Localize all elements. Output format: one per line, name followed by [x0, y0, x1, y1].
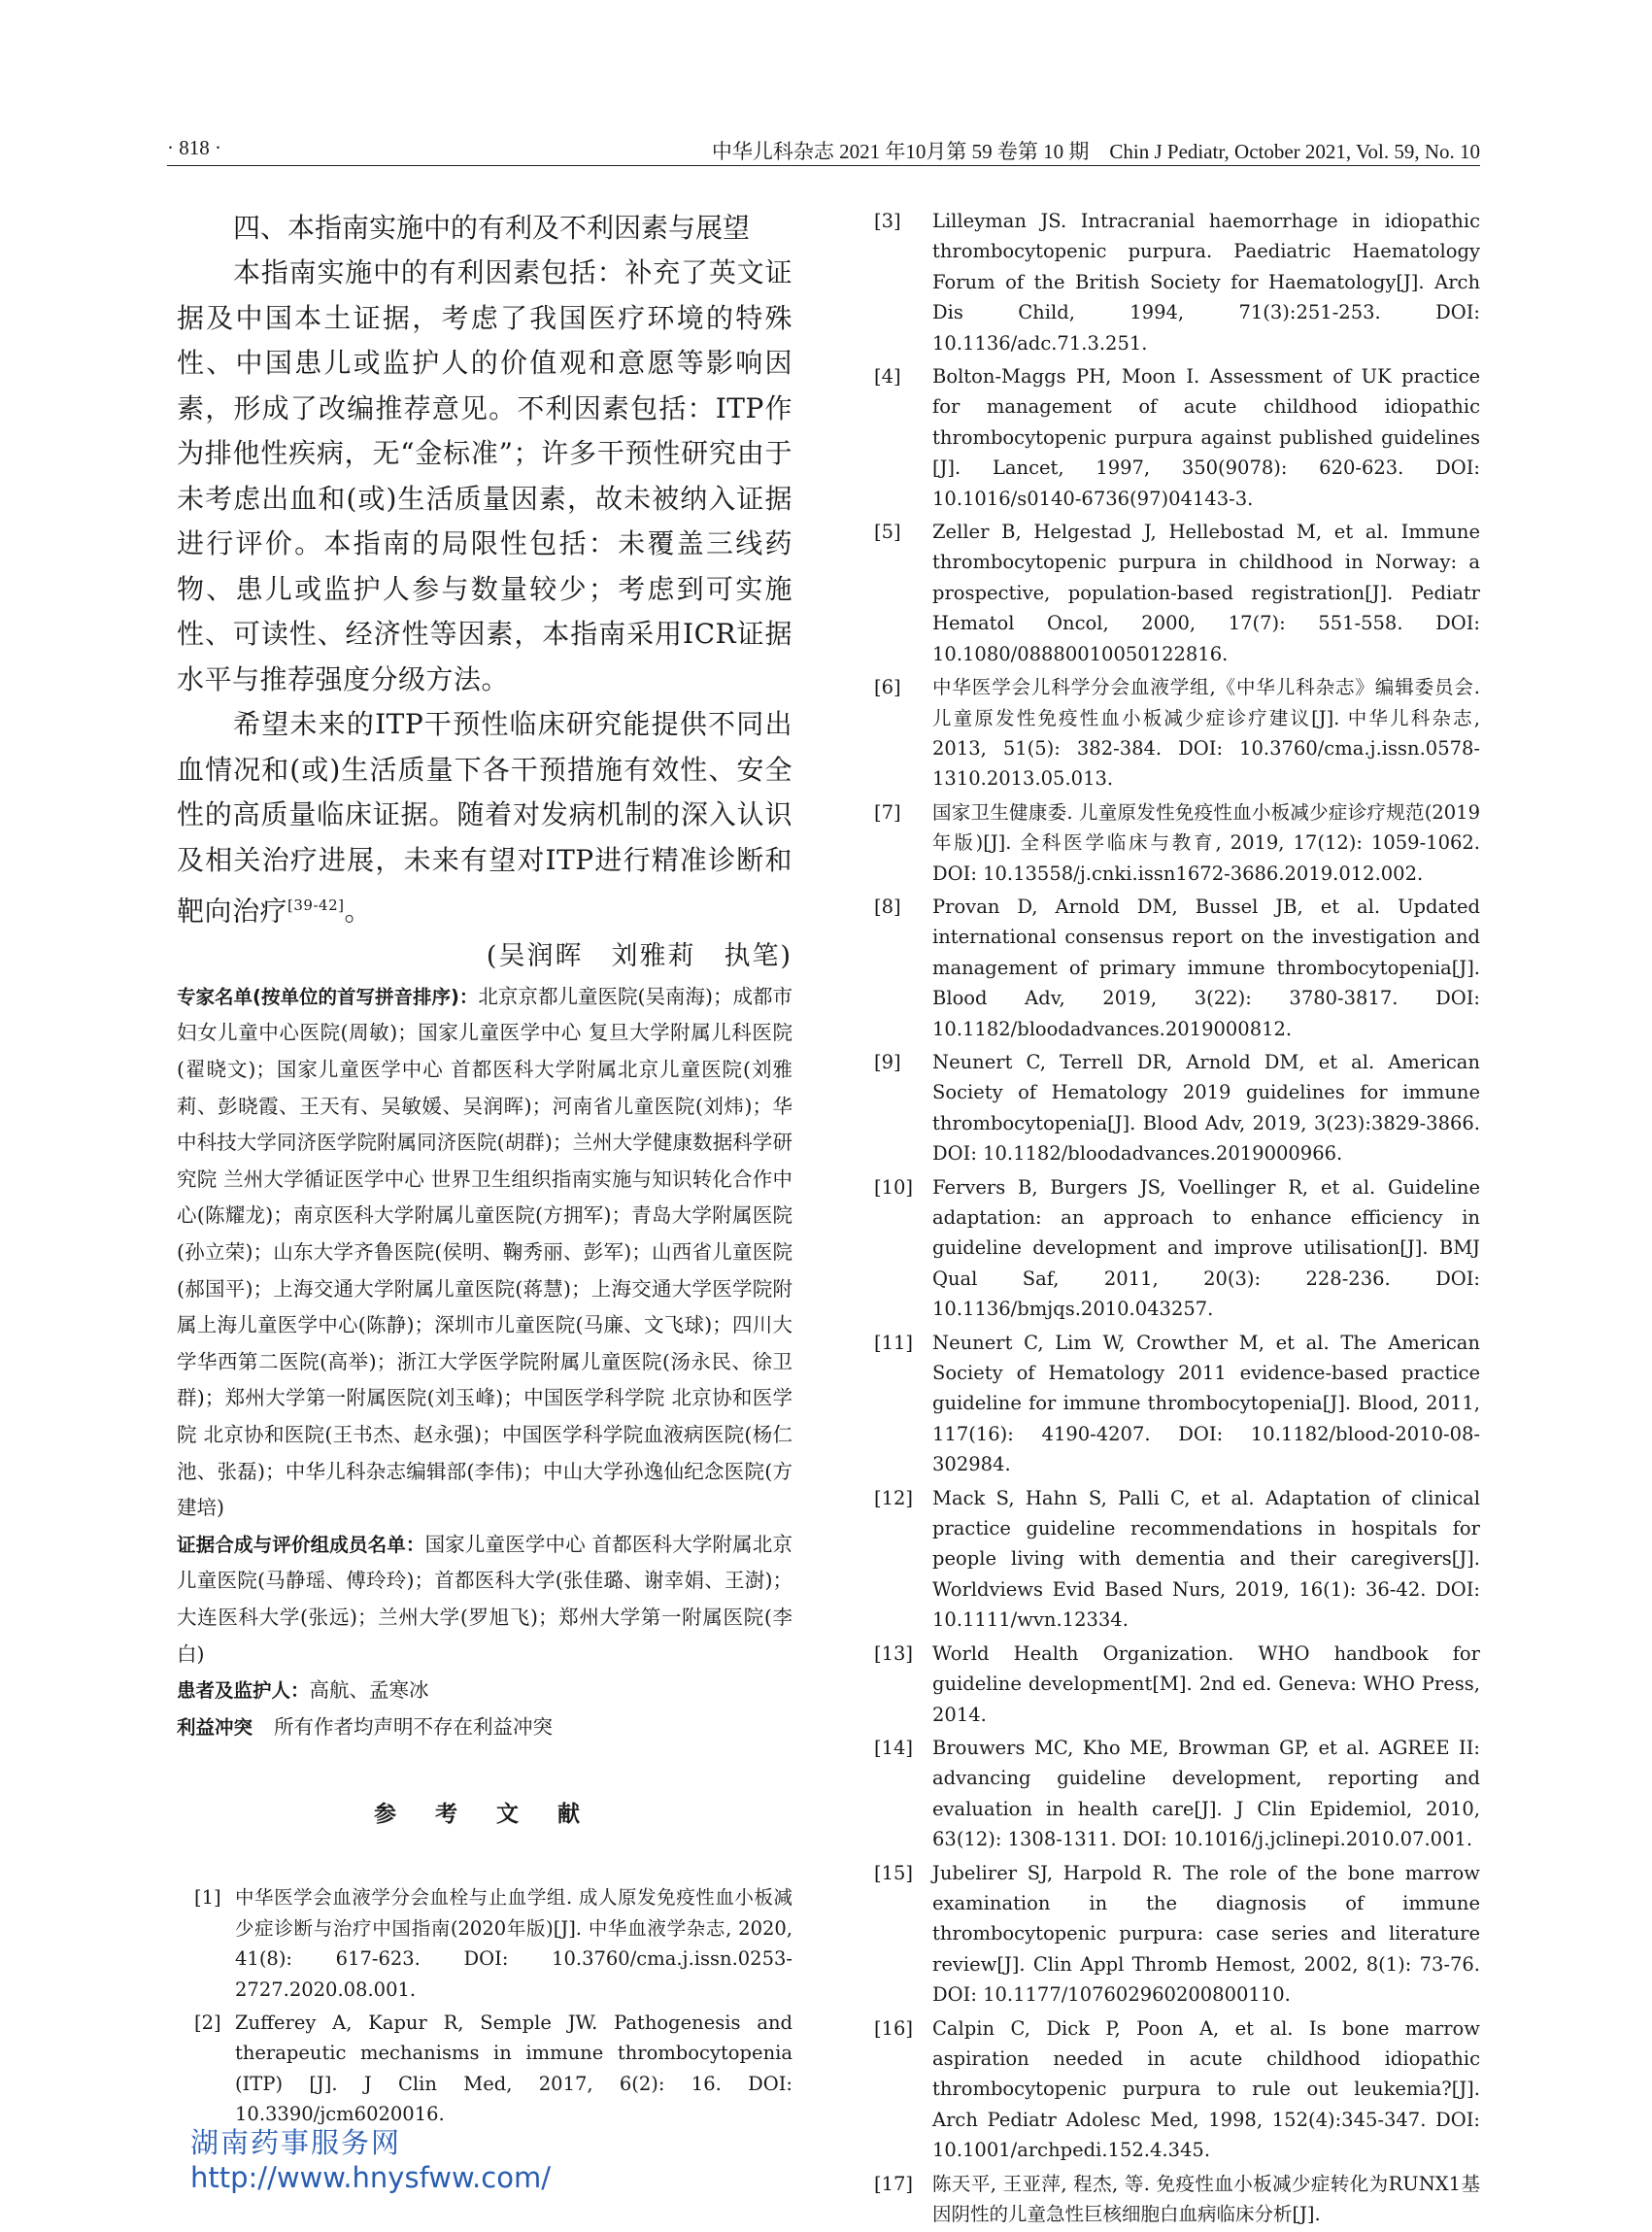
patients-text: 高航、孟寒冰: [309, 1678, 429, 1703]
references-title: 参 考 文 献: [373, 1802, 596, 1828]
references-left: [177, 1882, 792, 2129]
reference-number: [8]: [874, 895, 901, 918]
patients-list: [177, 1673, 792, 1709]
site-watermark: [190, 2125, 551, 2195]
evidence-team-text: 国家儿童医学中心 首都医科大学附属北京儿童医院(马静瑶、傅玲玲)；首都医科大学(张佳璐、谢幸娟、王澍)；大连医科大学(张远)；兰州大学(罗旭飞)；郑州大学第一附属医院(李白): [177, 1532, 792, 1666]
reference-item: [874, 672, 1480, 795]
reference-number: [6]: [874, 676, 901, 699]
reference-item: [874, 1483, 1480, 1636]
running-header: [167, 132, 1480, 166]
right-column: [874, 206, 1480, 2232]
reference-item: [874, 2013, 1480, 2166]
reference-text: 中华医学会儿科学分会血液学组,《中华儿科杂志》编辑委员会. 儿童原发性免疫性血小板减少症诊疗建议[J]. 中华儿科杂志, 2013, 51(5): 382-384. DOI: 10.3760/cma.j.issn.0578-1310.2013.05.013.: [932, 676, 1480, 791]
reference-number: [3]: [874, 210, 901, 232]
reference-item: [874, 1858, 1480, 2011]
reference-item: [874, 1639, 1480, 1730]
reference-text: Brouwers MC, Kho ME, Browman GP, et al. AGREE II: advancing guideline development, reporting and evaluation in health care[J]. J Clin Epidemiol, 2010, 63(12): 1308-1311. DOI: 10.1016/j.jclinepi.2010.07.001.: [932, 1736, 1480, 1851]
reference-text: Lilleyman JS. Intracranial haemorrhage in idiopathic thrombocytopenic purpura. Paediatric Haematology Forum of the British Society for Haematology[J]. Arch Dis Child, 1994, 71(3):251-253. DOI: 10.1136/adc.71.3.251.: [932, 210, 1480, 355]
reference-text: Provan D, Arnold DM, Bussel JB, et al. Updated international consensus report on the investigation and management of primary immune thrombocytopenia[J]. Blood Adv, 2019, 3(22): 3780-3817. DOI: 10.1182/bloodadvances.2019000812.: [932, 895, 1480, 1040]
reference-item: [874, 2169, 1480, 2230]
reference-number: [17]: [874, 2172, 914, 2195]
watermark-url[interactable]: http://www.hnysfww.com/: [190, 2161, 551, 2194]
reference-text: Neunert C, Lim W, Crowther M, et al. The American Society of Hematology 2011 evidence-based practice guideline for immune thrombocytopenia[J]. Blood, 2011, 117(16): 4190-4207. DOI: 10.1182/blood-2010-08-302984.: [932, 1331, 1480, 1476]
section-heading: 四、本指南实施中的有利及不利因素与展望: [233, 212, 751, 244]
expert-list-label: 专家名单(按单位的首写拼音排序)：: [177, 985, 479, 1008]
patients-label: 患者及监护人：: [177, 1679, 310, 1703]
evidence-team-label: 证据合成与评价组成员名单：: [177, 1533, 425, 1556]
reference-item: [874, 517, 1480, 669]
watermark-name: 湖南药事服务网: [190, 2126, 402, 2159]
reference-item: [874, 797, 1480, 889]
reference-number: [2]: [194, 2011, 221, 2034]
conflict-label: 利益冲突: [177, 1715, 253, 1739]
reference-number: [16]: [874, 2016, 914, 2040]
reference-text: Calpin C, Dick P, Poon A, et al. Is bone marrow aspiration needed in acute childhood idiopathic thrombocytopenic purpura to rule out leukemia?[J]. Arch Pediatr Adolesc Med, 1998, 152(4):345-347. DOI: 10.1001/archpedi.152.4.345.: [932, 2016, 1480, 2162]
reference-text: Zeller B, Helgestad J, Hellebostad M, et al. Immune thrombocytopenic purpura in childhood in Norway: a prospective, population-based registration[J]. Pediatr Hematol Oncol, 2000, 17(7): 551-558. DOI: 10.1080/08880010050122816.: [932, 521, 1480, 665]
left-column: [177, 206, 792, 2133]
reference-number: [14]: [874, 1736, 914, 1759]
reference-number: [9]: [874, 1050, 901, 1073]
reference-item: [874, 1172, 1480, 1325]
reference-item: [874, 206, 1480, 358]
reference-number: [13]: [874, 1641, 914, 1665]
reference-number: [5]: [874, 521, 901, 544]
expert-list-text: 北京京都儿童医院(吴南海)；成都市妇女儿童中心医院(周敏)；国家儿童医学中心 复旦大学附属儿科医院(翟晓文)；国家儿童医学中心 首都医科大学附属北京儿童医院(刘雅莉、彭晓霞、王天有、吴敏媛、吴润晖)；河南省儿童医院(刘炜)；华中科技大学同济医学院附属同济医院(胡群)；兰州大学健康数据科学研究院 兰州大学循证医学中心 世界卫生组织指南实施与知识转化合作中心(陈耀龙)；南京医科大学附属儿童医院(方拥军)；青岛大学附属医院(孙立荣)；山东大学齐鲁医院(侯明、鞠秀丽、彭军)；山西省儿童医院(郝国平)；上海交通大学附属儿童医院(蒋慧)；上海交通大学医学院附属上海儿童医学中心(陈静)；深圳市儿童医院(马廉、文飞球)；四川大学华西第二医院(高举)；浙江大学医学院附属儿童医院(汤永民、徐卫群)；郑州大学第一附属医院(刘玉峰)；中国医学科学院 北京协和医学院 北京协和医院(王书杰、赵永强)；中国医学科学院血液病医院(杨仁池、张磊)；中华儿科杂志编辑部(李伟)；中山大学孙逸仙纪念医院(方建培): [177, 984, 792, 1520]
evidence-team-list: [177, 1527, 792, 1673]
conflict-text: 所有作者均声明不存在利益冲突: [274, 1714, 554, 1739]
paragraph-factors: 本指南实施中的有利因素包括：补充了英文证据及中国本土证据，考虑了我国医疗环境的特殊性、中国患儿或监护人的价值观和意愿等影响因素，形成了改编推荐意见。不利因素包括：ITP作为排他性疾病，无“金标准”；许多干预性研究由于未考虑出血和(或)生活质量因素，故未被纳入证据进行评价。本指南的局限性包括：未覆盖三线药物、患儿或监护人参与数量较少；考虑到可实施性、可读性、经济性等因素，本指南采用ICR证据水平与推荐强度分级方法。: [177, 256, 792, 695]
conflict-statement: [177, 1709, 792, 1746]
reference-number: [12]: [874, 1486, 914, 1509]
paragraph-outlook-text: 希望未来的ITP干预性临床研究能提供不同出血情况和(或)生活质量下各干预措施有效性、安全性的高质量临床证据。随着对发病机制的深入认识及相关治疗进展，未来有望对ITP进行精准诊断和靶向治疗: [177, 708, 792, 928]
reference-number: [7]: [874, 800, 901, 824]
page-number: · 818 ·: [167, 136, 221, 159]
reference-text: Fervers B, Burgers JS, Voellinger R, et al. Guideline adaptation: an approach to enhance efficiency in guideline development and improve utilisation[J]. BMJ Qual Saf, 2011, 20(3): 228-236. DOI: 10.1136/bmjqs.2010.043257.: [932, 1175, 1480, 1321]
reference-item: [874, 1328, 1480, 1480]
authors-line: (吴润晖 刘雅莉 执笔): [486, 940, 792, 971]
reference-text: Jubelirer SJ, Harpold R. The role of the bone marrow examination in the diagnosis of immune thrombocytopenic purpura: case series and literature review[J]. Clin Appl Thromb Hemost, 2002, 8(1): 73-76. DOI: 10.1177/107602960200800110.: [932, 1861, 1480, 2007]
reference-item: [874, 361, 1480, 514]
reference-text: Zufferey A, Kapur R, Semple JW. Pathogenesis and therapeutic mechanisms in immune thrombocytopenia (ITP) [J]. J Clin Med, 2017, 6(2): 16. DOI: 10.3390/jcm6020016.: [235, 2011, 792, 2126]
citation-marker: [39-42]: [287, 896, 345, 914]
paragraph-outlook-end: 。: [344, 895, 372, 928]
reference-text: 陈天平, 王亚萍, 程杰, 等. 免疫性血小板减少症转化为RUNX1基因阴性的儿童急性巨核细胞白血病临床分析[J].: [932, 2172, 1480, 2225]
reference-item: [874, 1047, 1480, 1169]
journal-citation: 中华儿科杂志 2021 年10月第 59 卷第 10 期 Chin J Pediatr, October 2021, Vol. 59, No. 10: [711, 140, 1480, 163]
reference-number: [4]: [874, 365, 901, 389]
reference-number: [15]: [874, 1861, 914, 1884]
reference-text: 国家卫生健康委. 儿童原发性免疫性血小板减少症诊疗规范(2019年版)[J]. 全科医学临床与教育, 2019, 17(12): 1059-1062. DOI: 10.13558/j.cnki.issn1672-3686.2019.012.002.: [932, 800, 1480, 885]
reference-item: [177, 2008, 792, 2130]
reference-text: Bolton-Maggs PH, Moon I. Assessment of UK practice for management of acute childhood idiopathic thrombocytopenic purpura against published guidelines [J]. Lancet, 1997, 350(9078): 620-623. DOI: 10.1016/s0140-6736(97)04143-3.: [932, 365, 1480, 510]
reference-text: 中华医学会血液学分会血栓与止血学组. 成人原发免疫性血小板减少症诊断与治疗中国指南(2020年版)[J]. 中华血液学杂志, 2020, 41(8): 617-623. DOI: 10.3760/cma.j.issn.0253-2727.2020.08.001.: [235, 1886, 792, 2001]
reference-item: [874, 892, 1480, 1044]
reference-item: [874, 1733, 1480, 1855]
reference-text: Neunert C, Terrell DR, Arnold DM, et al. American Society of Hematology 2019 guidelines for immune thrombocytopenia[J]. Blood Adv, 2019, 3(23):3829-3866. DOI: 10.1182/bloodadvances.2019000966.: [932, 1050, 1480, 1166]
reference-number: [11]: [874, 1331, 914, 1354]
reference-number: [1]: [194, 1886, 221, 1910]
reference-number: [10]: [874, 1175, 914, 1199]
paragraph-outlook: [177, 702, 792, 934]
reference-text: World Health Organization. WHO handbook for guideline development[M]. 2nd ed. Geneva: WHO Press, 2014.: [932, 1641, 1480, 1726]
reference-text: Mack S, Hahn S, Palli C, et al. Adaptation of clinical practice guideline recommendations in hospitals for people living with dementia and their caregivers[J]. Worldviews Evid Based Nurs, 2019, 16(1): 36-42. DOI: 10.1111/wvn.12334.: [932, 1486, 1480, 1632]
expert-list: [177, 979, 792, 1527]
reference-item: [177, 1882, 792, 2005]
